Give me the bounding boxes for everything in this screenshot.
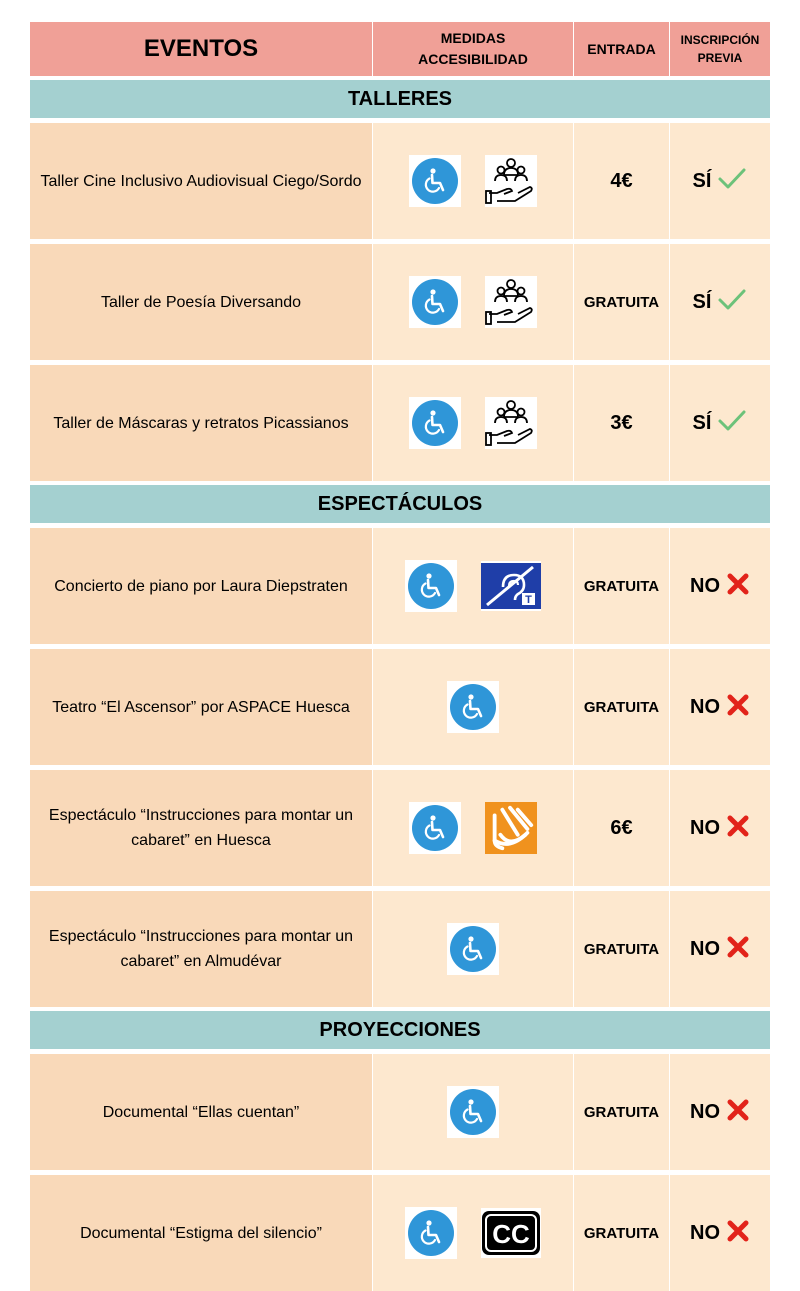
event-price: GRATUITA [583, 293, 660, 311]
registration-cell [670, 528, 770, 644]
event-name: Espectáculo “Instrucciones para montar un cabaret” en Huesca [48, 807, 354, 849]
event-price: GRATUITA [583, 698, 660, 716]
wheelchair-icon [447, 1086, 499, 1138]
price-cell [574, 770, 669, 886]
wheelchair-icon [409, 802, 461, 854]
registration-value: SÍ [692, 169, 712, 192]
event-name: Taller Cine Inclusivo Audiovisual Ciego/Sordo [40, 172, 362, 190]
section-title: TALLERES [347, 87, 453, 110]
sign-language-icon [485, 802, 537, 854]
event-name: Espectáculo “Instrucciones para montar un cabaret” en Almudévar [48, 928, 354, 970]
registration-value: NO [690, 574, 720, 597]
table-row [30, 123, 770, 239]
registration-value: SÍ [692, 411, 712, 434]
event-name: Taller de Poesía Diversando [100, 293, 302, 311]
event-price: GRATUITA [583, 1224, 660, 1242]
header-entrada-label: ENTRADA [587, 40, 656, 57]
cross-icon [726, 935, 750, 964]
event-price: GRATUITA [583, 940, 660, 958]
header-eventos [30, 22, 372, 76]
price-cell [574, 1054, 669, 1170]
wheelchair-icon [405, 560, 457, 612]
group-support-icon [485, 276, 537, 328]
registration-value: NO [690, 816, 720, 839]
header-inscripcion [670, 22, 770, 76]
event-price: 4€ [610, 169, 633, 192]
registration-cell [670, 365, 770, 481]
registration-cell [670, 770, 770, 886]
table-body [30, 76, 770, 1291]
header-entrada [574, 22, 669, 76]
header-medidas [373, 22, 573, 76]
registration-value: NO [690, 695, 720, 718]
accessibility-icons [373, 649, 573, 765]
event-price: GRATUITA [583, 1103, 660, 1121]
price-cell [574, 1175, 669, 1291]
event-name-cell [30, 891, 372, 1007]
table-row [30, 649, 770, 765]
accessibility-icons [373, 244, 573, 360]
table-row [30, 770, 770, 886]
wheelchair-icon [405, 1207, 457, 1259]
wheelchair-icon [447, 923, 499, 975]
event-name-cell [30, 1054, 372, 1170]
registration-value: NO [690, 1221, 720, 1244]
event-name-cell [30, 528, 372, 644]
table-row [30, 528, 770, 644]
event-name: Teatro “El Ascensor” por ASPACE Huesca [52, 698, 350, 716]
registration-cell [670, 244, 770, 360]
price-cell [574, 649, 669, 765]
wheelchair-icon [409, 397, 461, 449]
event-name: Taller de Máscaras y retratos Picassianos [53, 414, 349, 432]
cross-icon [726, 1098, 750, 1127]
registration-cell [670, 1175, 770, 1291]
registration-value: NO [690, 937, 720, 960]
svg-text:CC: CC [492, 1219, 530, 1249]
event-name-cell [30, 770, 372, 886]
price-cell [574, 365, 669, 481]
table-row [30, 1175, 770, 1291]
event-name: Documental “Ellas cuentan” [102, 1103, 300, 1121]
check-icon [717, 288, 747, 317]
section-title: ESPECTÁCULOS [317, 492, 483, 515]
cross-icon [726, 693, 750, 722]
group-support-icon [485, 397, 537, 449]
event-price: 6€ [610, 816, 633, 839]
event-name-cell [30, 244, 372, 360]
section-header [30, 485, 770, 523]
table-row [30, 365, 770, 481]
event-name: Concierto de piano por Laura Diepstraten [54, 577, 348, 595]
header-eventos-label: EVENTOS [143, 35, 259, 62]
accessibility-icons [373, 1175, 573, 1291]
table-header [30, 22, 770, 76]
price-cell [574, 244, 669, 360]
registration-cell [670, 649, 770, 765]
event-name-cell [30, 649, 372, 765]
registration-value: NO [690, 1100, 720, 1123]
section-title: PROYECCIONES [319, 1018, 481, 1041]
event-name: Documental “Estigma del silencio” [80, 1224, 322, 1242]
table-row [30, 1054, 770, 1170]
accessibility-icons [373, 123, 573, 239]
check-icon [717, 167, 747, 196]
section-header [30, 1011, 770, 1049]
event-price: GRATUITA [583, 577, 660, 595]
cross-icon [726, 572, 750, 601]
price-cell [574, 528, 669, 644]
wheelchair-icon [409, 155, 461, 207]
table-row [30, 244, 770, 360]
closed-captions-icon [481, 1208, 541, 1258]
svg-text:T: T [525, 594, 532, 606]
accessibility-icons [373, 1054, 573, 1170]
price-cell [574, 123, 669, 239]
registration-value: SÍ [692, 290, 712, 313]
event-name-cell [30, 365, 372, 481]
hearing-loop-icon [481, 561, 541, 611]
group-support-icon [485, 155, 537, 207]
registration-cell [670, 1054, 770, 1170]
check-icon [717, 409, 747, 438]
cross-icon [726, 1219, 750, 1248]
cross-icon [726, 814, 750, 843]
header-medidas-label: MEDIDAS ACCESIBILIDAD [418, 30, 528, 67]
accessibility-icons [373, 891, 573, 1007]
accessibility-icons [373, 365, 573, 481]
accessibility-icons [373, 528, 573, 644]
accessibility-icons [373, 770, 573, 886]
registration-cell [670, 123, 770, 239]
header-inscripcion-label: INSCRIPCIÓN PREVIA [680, 33, 760, 65]
price-cell [574, 891, 669, 1007]
event-price: 3€ [610, 411, 633, 434]
registration-cell [670, 891, 770, 1007]
wheelchair-icon [409, 276, 461, 328]
event-name-cell [30, 1175, 372, 1291]
events-table [30, 22, 770, 1291]
table-row [30, 891, 770, 1007]
section-header [30, 80, 770, 118]
wheelchair-icon [447, 681, 499, 733]
event-name-cell [30, 123, 372, 239]
